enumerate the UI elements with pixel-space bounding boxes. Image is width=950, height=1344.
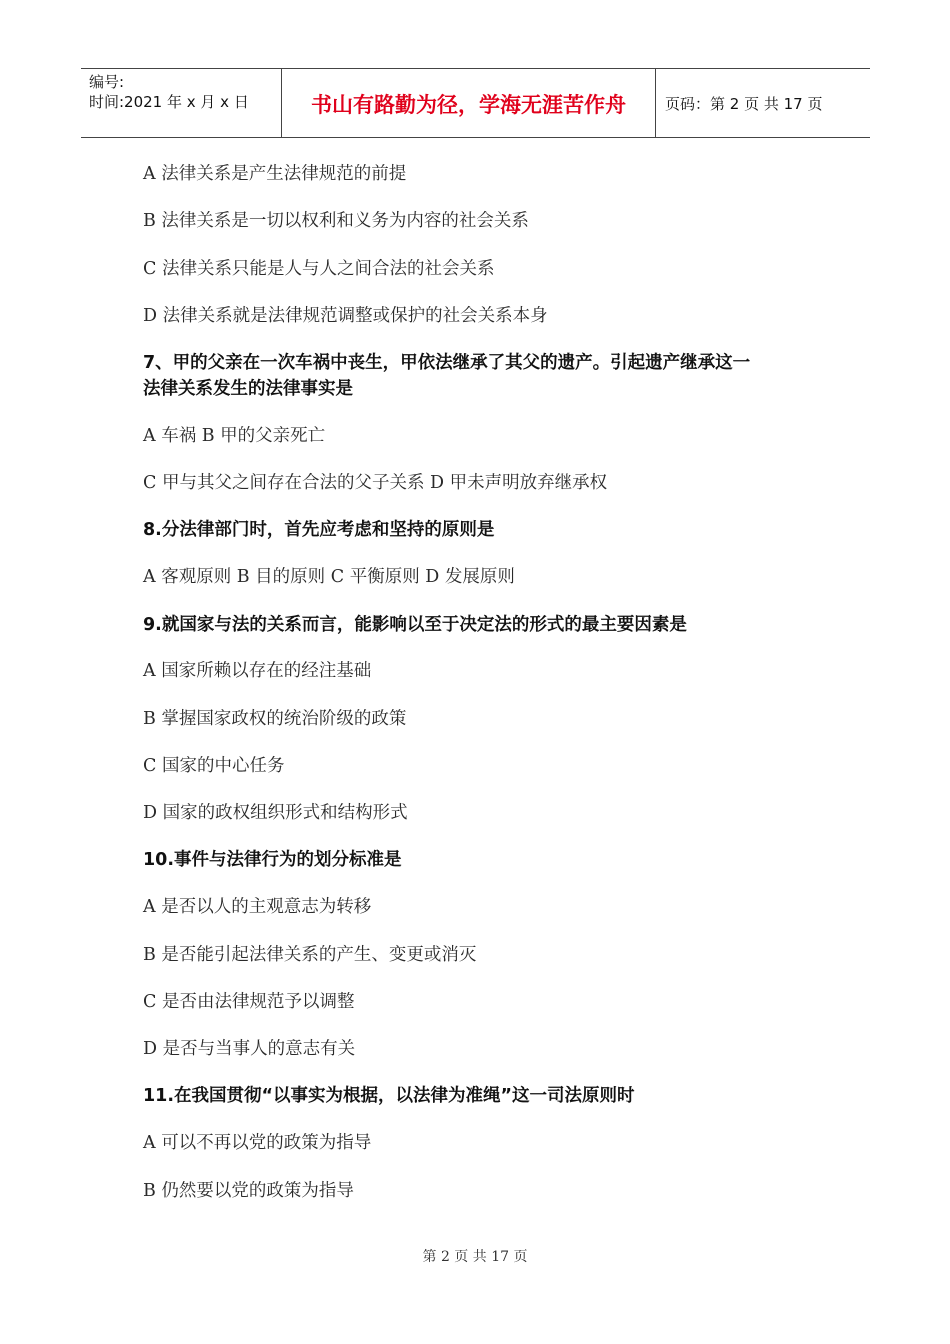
option-line: A 可以不再以党的政策为指导 xyxy=(143,1133,372,1153)
page-footer: 第 2 页 共 17 页 xyxy=(422,1249,528,1265)
question-line: 法律关系发生的法律事实是 xyxy=(143,379,353,399)
header-motto: 书山有路勤为径，学海无涯苦作舟 xyxy=(311,93,626,117)
option-line: C 国家的中心任务 xyxy=(143,756,285,776)
question-line: 8.分法律部门时，首先应考虑和坚持的原则是 xyxy=(143,520,495,540)
question-line: 9.就国家与法的关系而言，能影响以至于决定法的形式的最主要因素是 xyxy=(143,615,687,635)
option-line: C 法律关系只能是人与人之间合法的社会关系 xyxy=(143,259,495,279)
document-number-label: 编号: xyxy=(89,73,125,91)
option-line: D 法律关系就是法律规范调整或保护的社会关系本身 xyxy=(143,306,548,326)
option-line: B 仍然要以党的政策为指导 xyxy=(143,1181,354,1201)
header-page-info: 页码：第 2 页 共 17 页 xyxy=(665,95,823,113)
header-left-cell xyxy=(81,69,281,137)
option-line: C 是否由法律规范予以调整 xyxy=(143,992,355,1012)
option-line: D 是否与当事人的意志有关 xyxy=(143,1039,356,1059)
header-motto-cell xyxy=(281,69,656,137)
option-line: B 法律关系是一切以权利和义务为内容的社会关系 xyxy=(143,211,529,231)
question-line: 10.事件与法律行为的划分标准是 xyxy=(143,850,402,870)
page-header xyxy=(81,68,870,138)
header-right-cell xyxy=(655,69,870,137)
option-line: A 法律关系是产生法律规范的前提 xyxy=(143,164,407,184)
option-line: B 掌握国家政权的统治阶级的政策 xyxy=(143,709,407,729)
option-line: D 国家的政权组织形式和结构形式 xyxy=(143,803,408,823)
question-line: 11.在我国贯彻“以事实为根据，以法律为准绳”这一司法原则时 xyxy=(143,1086,635,1106)
option-line: A 客观原则 B 目的原则 C 平衡原则 D 发展原则 xyxy=(143,567,515,587)
option-line: A 车祸 B 甲的父亲死亡 xyxy=(143,426,326,446)
option-line: C 甲与其父之间存在合法的父子关系 D 甲未声明放弃继承权 xyxy=(143,473,608,493)
option-line: A 国家所赖以存在的经注基础 xyxy=(143,661,372,681)
question-line: 7、甲的父亲在一次车祸中丧生，甲依法继承了其父的遗产。引起遗产继承这一 xyxy=(143,353,751,373)
option-line: A 是否以人的主观意志为转移 xyxy=(143,897,372,917)
document-date: 时间:2021 年 x 月 x 日 xyxy=(89,93,249,111)
option-line: B 是否能引起法律关系的产生、变更或消灭 xyxy=(143,945,477,965)
